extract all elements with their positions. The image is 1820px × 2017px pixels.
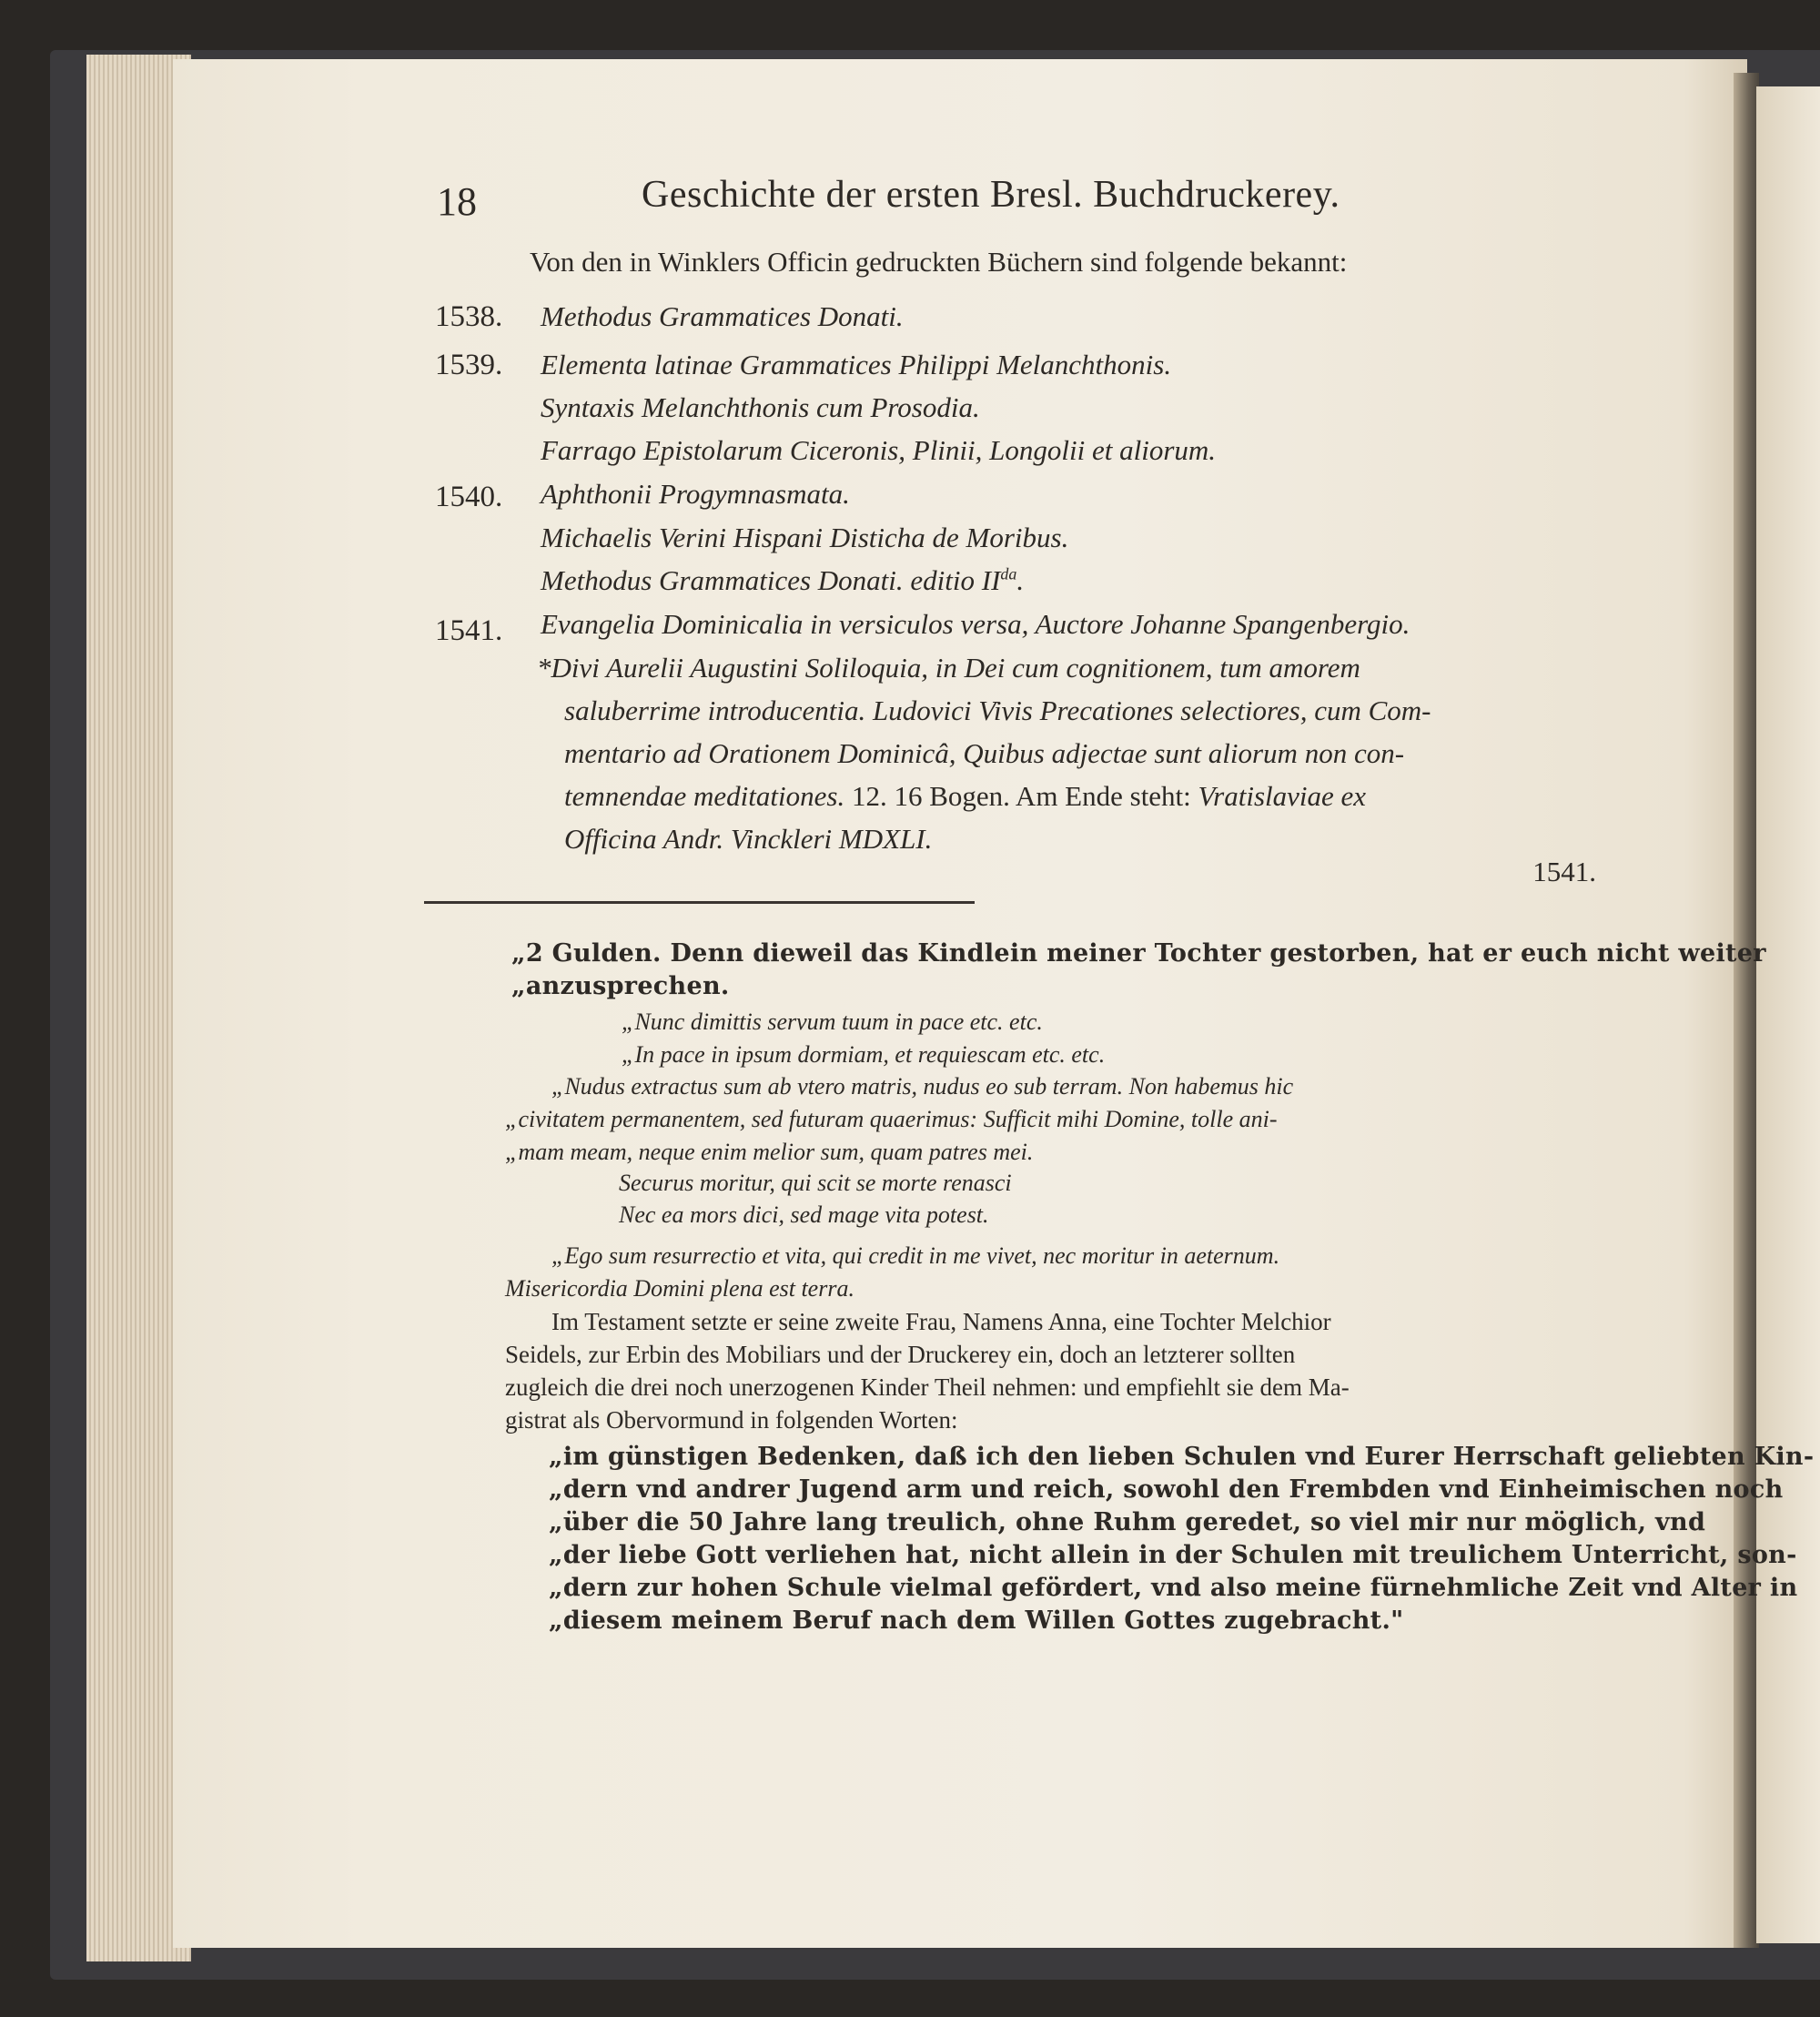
facing-page-edge — [1756, 86, 1820, 1943]
book-entry-continued: Officina Andr. Vinckleri MDXLI. — [564, 823, 933, 855]
book-entry: Elementa latinae Grammatices Philippi Melanchthonis. — [541, 349, 1172, 380]
year-label: 1541. — [435, 614, 503, 647]
catchword: 1541. — [1532, 856, 1596, 887]
book-entry: Farrago Epistolarum Ciceronis, Plinii, Longolii et aliorum. — [541, 434, 1217, 466]
footnote-line: Securus moritur, qui scit se morte renasci — [619, 1170, 1012, 1196]
book-entry: Evangelia Dominicalia in versiculos versa, Auctore Johanne Spangenbergio. — [541, 608, 1410, 640]
book-gutter — [1734, 73, 1759, 1948]
footnote-line: „im günstigen Bedenken, daß ich den lieben Schulen vnd Eurer Herrschaft geliebten Kin- — [549, 1443, 1815, 1471]
footnote-line: „civitatem permanentem, sed futuram quaerimus: Sufficit mihi Domine, tolle ani- — [505, 1106, 1278, 1132]
footnote-rule — [424, 901, 975, 904]
footnote-line: zugleich die drei noch unerzogenen Kinder Theil nehmen: und empfiehlt sie dem Ma- — [505, 1373, 1350, 1401]
footnote-line: „Nunc dimittis servum tuum in pace etc. etc. — [622, 1008, 1043, 1035]
footnote-line: Im Testament setzte er seine zweite Frau, Namens Anna, eine Tochter Melchior — [551, 1308, 1331, 1335]
footnote-line: gistrat als Obervormund in folgenden Worten: — [505, 1406, 958, 1434]
book-entry: Methodus Grammatices Donati. — [541, 300, 904, 332]
running-title: Geschichte der ersten Bresl. Buchdruckerey. — [642, 174, 1340, 216]
year-label: 1540. — [435, 481, 503, 513]
intro-text: Von den in Winklers Officin gedruckten Büchern sind folgende bekannt: — [530, 246, 1348, 278]
book-entry: Syntaxis Melanchthonis cum Prosodia. — [541, 391, 980, 423]
footnote-line: „mam meam, neque enim melior sum, quam patres mei. — [505, 1139, 1034, 1165]
footnote-line: Misericordia Domini plena est terra. — [505, 1275, 854, 1302]
footnote-line: Nec ea mors dici, sed mage vita potest. — [619, 1201, 989, 1228]
footnote-line: „dern vnd andrer Jugend arm und reich, sowohl den Frembden vnd Einheimischen noch — [549, 1475, 1784, 1504]
year-label: 1538. — [435, 300, 503, 333]
page-number: 18 — [437, 179, 477, 224]
book-entry: *Divi Aurelii Augustini Soliloquia, in Dei cum cognitionem, tum amorem — [537, 652, 1360, 684]
book-entry: Aphthonii Progymnasmata. — [541, 478, 850, 510]
footnote-line: „In pace in ipsum dormiam, et requiescam etc. etc. — [622, 1041, 1106, 1068]
footnote-line: „2 Gulden. Denn dieweil das Kindlein meiner Tochter gestorben, hat er euch nicht weiter — [511, 939, 1766, 968]
book-page — [173, 59, 1747, 1948]
footnote-line: „Nudus extractus sum ab vtero matris, nudus eo sub terram. Non habemus hic — [551, 1073, 1294, 1100]
year-label: 1539. — [435, 349, 503, 381]
book-entry-continued: mentario ad Orationem Dominicâ, Quibus adjectae sunt aliorum non con- — [564, 737, 1405, 769]
footnote-line: „anzusprechen. — [511, 972, 730, 1000]
book-entry-continued: temnendae meditationes. 12. 16 Bogen. Am Ende steht: Vratislaviae ex — [564, 780, 1367, 812]
footnote-line: „dern zur hohen Schule vielmal gefördert, vnd also meine fürnehmliche Zeit vnd Alter in — [549, 1574, 1798, 1602]
footnote-line: Seidels, zur Erbin des Mobiliars und der Druckerey ein, doch an letzterer sollten — [505, 1341, 1296, 1368]
book-entry: Methodus Grammatices Donati. editio $II^{da}$. — [541, 564, 1025, 596]
footnote-line: „der liebe Gott verliehen hat, nicht allein in der Schulen mit treulichem Unterricht, son- — [549, 1541, 1797, 1569]
footnote-line: „diesem meinem Beruf nach dem Willen Gottes zugebracht." — [549, 1607, 1404, 1635]
book-entry-continued: saluberrime introducentia. Ludovici Vivis Precationes selectiores, cum Com- — [564, 694, 1431, 726]
footnote-line: „Ego sum resurrectio et vita, qui credit in me vivet, nec moritur in aeternum. — [551, 1242, 1280, 1269]
book-entry: Michaelis Verini Hispani Disticha de Moribus. — [541, 522, 1069, 553]
footnote-line: „über die 50 Jahre lang treulich, ohne Ruhm geredet, so viel mir nur möglich, vnd — [549, 1508, 1706, 1536]
